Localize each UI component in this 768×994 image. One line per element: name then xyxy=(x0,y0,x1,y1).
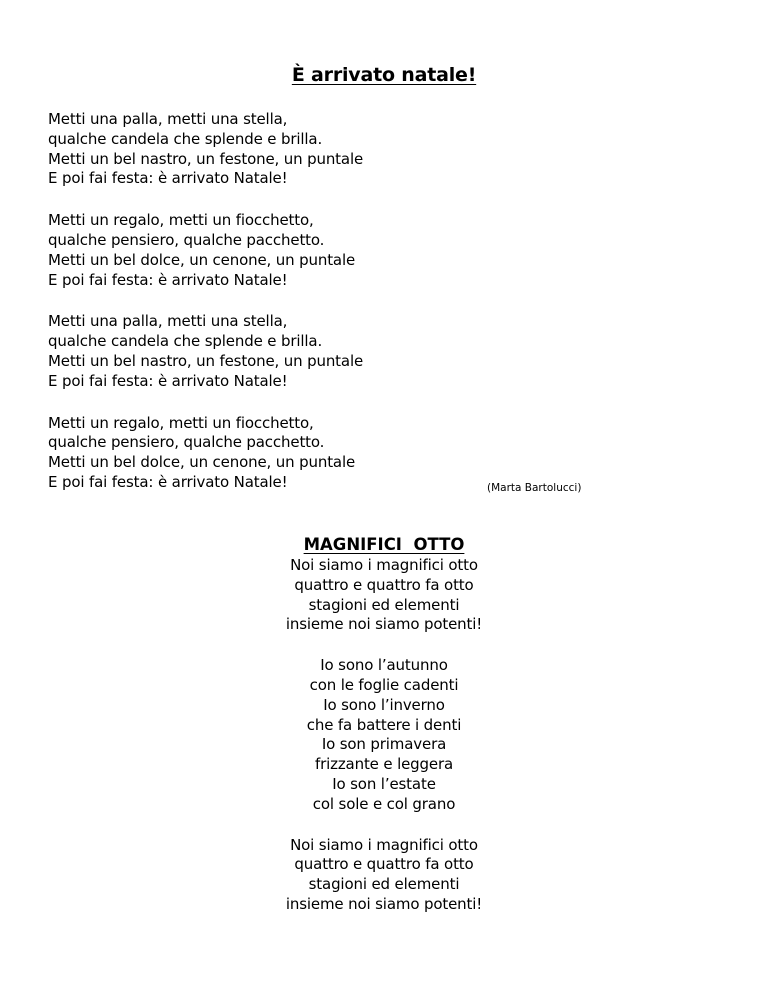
verse-line: qualche candela che splende e brilla. xyxy=(48,332,323,351)
verse-line: Metti una palla, metti una stella, xyxy=(48,110,288,128)
verse-line: qualche pensiero, qualche pacchetto. xyxy=(48,230,325,249)
verse-line: insieme noi siamo potenti! xyxy=(285,894,483,913)
verse-line: Io son primavera xyxy=(321,735,447,754)
verse-line: quattro e quattro fa otto xyxy=(294,855,474,874)
verse-line: Metti un regalo, metti un fiocchetto, xyxy=(48,413,314,432)
poem-author: (Marta Bartolucci) xyxy=(487,482,582,494)
verse-line: Metti un bel nastro, un festone, un puntale xyxy=(48,351,364,370)
verse-line: Noi siamo i magnifici otto xyxy=(290,835,478,854)
stanza xyxy=(0,656,768,814)
verse-line: quattro e quattro fa otto xyxy=(294,575,474,594)
verse-line: stagioni ed elementi xyxy=(308,875,460,894)
verse-line: Metti una palla, metti una stella, xyxy=(48,312,288,331)
verse-line: Io sono l’autunno xyxy=(320,656,448,675)
verse-line: E poi fai festa: è arrivato Natale! xyxy=(48,270,288,289)
verse-line: col sole e col grano xyxy=(312,794,456,813)
stanza xyxy=(0,556,768,635)
verse-line: Io sono l’inverno xyxy=(323,695,445,714)
verse-line: Io son l’estate xyxy=(332,774,436,793)
poem-title-natale: È arrivato natale! xyxy=(291,64,477,86)
verse-line: stagioni ed elementi xyxy=(308,595,460,614)
verse-line: insieme noi siamo potenti! xyxy=(285,615,483,634)
verse-line: Metti un regalo, metti un fiocchetto, xyxy=(48,211,314,230)
verse-line: E poi fai festa: è arrivato Natale! xyxy=(48,371,288,390)
verse-line: E poi fai festa: è arrivato Natale! xyxy=(48,169,288,188)
verse-line: Metti un bel dolce, un cenone, un puntale xyxy=(48,250,356,269)
stanza xyxy=(48,312,468,391)
poem-title-magnifici-otto: MAGNIFICI OTTO xyxy=(303,535,465,554)
verse-line: Noi siamo i magnifici otto xyxy=(290,556,478,574)
verse-line: E poi fai festa: è arrivato Natale! xyxy=(48,472,288,491)
stanza xyxy=(48,110,468,189)
verse-line: Metti un bel dolce, un cenone, un puntale xyxy=(48,453,356,472)
poem-natale xyxy=(48,110,468,515)
verse-line: Metti un bel nastro, un festone, un puntale xyxy=(48,149,364,168)
verse-line: con le foglie cadenti xyxy=(309,675,459,694)
stanza xyxy=(0,836,768,915)
stanza xyxy=(48,414,468,493)
verse-line: qualche pensiero, qualche pacchetto. xyxy=(48,433,325,452)
stanza xyxy=(48,211,468,290)
verse-line: qualche candela che splende e brilla. xyxy=(48,129,323,148)
verse-line: frizzante e leggera xyxy=(314,755,454,774)
poem-magnifici-otto xyxy=(0,556,768,936)
verse-line: che fa battere i denti xyxy=(306,715,462,734)
